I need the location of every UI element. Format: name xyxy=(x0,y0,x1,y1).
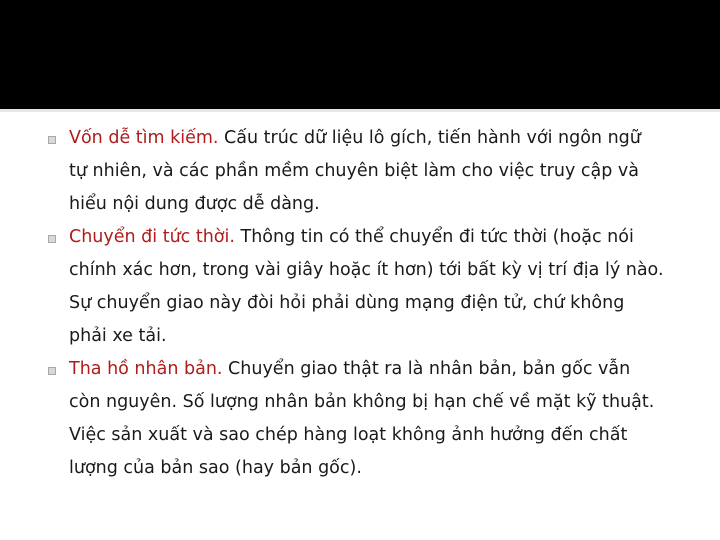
bullet-line xyxy=(69,122,688,155)
bullet-line: hiểu nội dung được dễ dàng. xyxy=(69,194,320,214)
square-bullet-icon xyxy=(48,136,56,144)
square-bullet-icon xyxy=(48,367,56,375)
bullet-text: Chuyển giao thật ra là nhân bản, bản gốc vẫn xyxy=(222,359,631,379)
bullet-line: Sự chuyển giao này đòi hỏi phải dùng mạng điện tử, chứ không xyxy=(69,293,625,313)
bullet-item-1 xyxy=(48,122,688,221)
bullet-item-3 xyxy=(48,353,688,485)
bullet-list xyxy=(48,122,688,485)
bullet-line: tự nhiên, và các phần mềm chuyên biệt làm cho việc truy cập và xyxy=(69,161,639,181)
title-bar xyxy=(0,0,720,112)
bullet-line: lượng của bản sao (hay bản gốc). xyxy=(69,458,362,478)
bullet-lead: Tha hồ nhân bản. xyxy=(69,359,223,379)
bullet-lead: Chuyển đi tức thời. xyxy=(69,227,235,247)
bullet-lead: Vốn dễ tìm kiếm. xyxy=(69,128,219,148)
bullet-line: Việc sản xuất và sao chép hàng loạt không ảnh hưởng đến chất xyxy=(69,425,628,445)
bullet-text: Thông tin có thể chuyển đi tức thời (hoặc nói xyxy=(234,227,634,247)
bullet-line xyxy=(69,221,688,254)
bullet-line: còn nguyên. Số lượng nhân bản không bị hạn chế về mặt kỹ thuật. xyxy=(69,392,655,412)
bullet-line xyxy=(69,353,688,386)
bullet-line: chính xác hơn, trong vài giây hoặc ít hơn) tới bất kỳ vị trí địa lý nào. xyxy=(69,260,664,280)
bullet-text: Cấu trúc dữ liệu lô gích, tiến hành với ngôn ngữ xyxy=(218,128,641,148)
square-bullet-icon xyxy=(48,235,56,243)
bullet-line: phải xe tải. xyxy=(69,326,167,346)
bullet-item-2 xyxy=(48,221,688,353)
